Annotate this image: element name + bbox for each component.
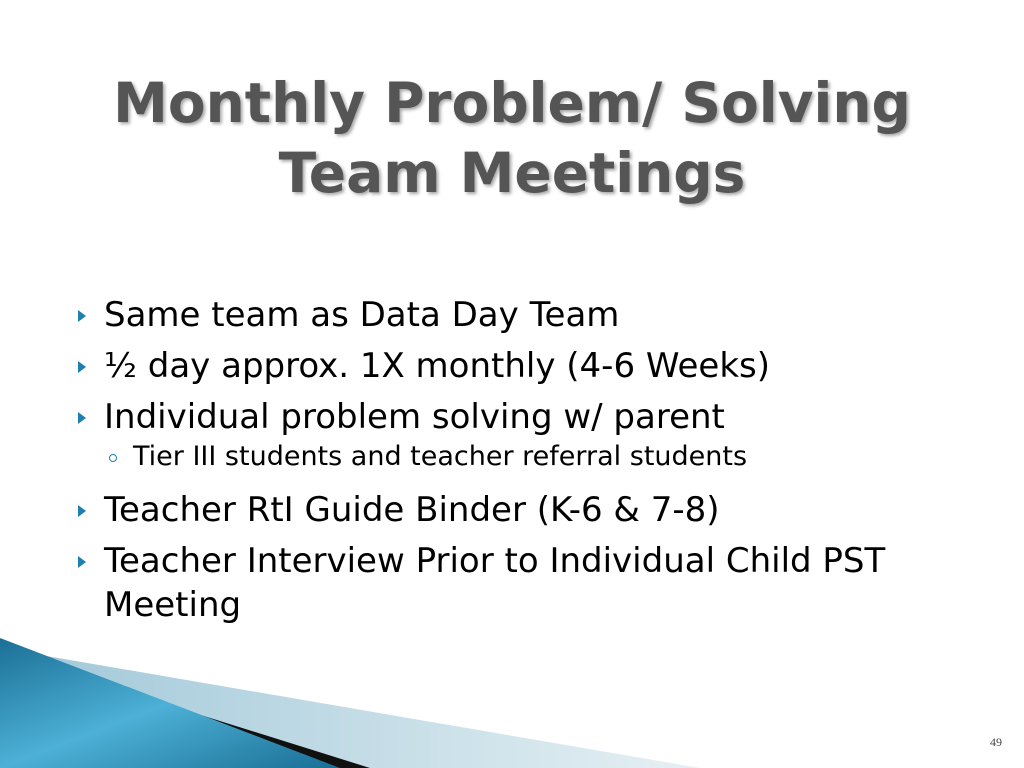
bullet-arrow-icon xyxy=(78,556,86,568)
sub-bullet-text: Tier III students and teacher referral students xyxy=(133,441,748,472)
bullet-arrow-icon xyxy=(78,412,86,424)
bottom-decoration xyxy=(0,638,1024,768)
title-line-2: Team Meetings xyxy=(278,141,746,205)
slide-title xyxy=(40,68,984,208)
ring-bullet-icon xyxy=(109,454,117,462)
bullet-item xyxy=(78,344,978,388)
sub-bullet-item xyxy=(78,440,978,474)
bullet-text: ½ day approx. 1X monthly (4-6 Weeks) xyxy=(104,346,771,386)
bullet-text: Teacher Interview Prior to Individual Child PST Meeting xyxy=(104,541,886,625)
bullet-arrow-icon xyxy=(78,361,86,373)
bullet-arrow-icon xyxy=(78,310,86,322)
bullet-item xyxy=(78,395,978,439)
bullet-text: Teacher RtI Guide Binder (K-6 & 7-8) xyxy=(104,490,720,530)
bullet-arrow-icon xyxy=(78,505,86,517)
bullet-text: Same team as Data Day Team xyxy=(104,295,620,335)
title-line-1: Monthly Problem/ Solving xyxy=(113,71,911,135)
bullet-item xyxy=(78,488,978,532)
bullet-text: Individual problem solving w/ parent xyxy=(104,397,725,437)
bullet-item xyxy=(78,539,978,627)
bullet-item xyxy=(78,293,978,337)
page-number: 49 xyxy=(990,735,1002,749)
bullet-list xyxy=(78,293,978,634)
